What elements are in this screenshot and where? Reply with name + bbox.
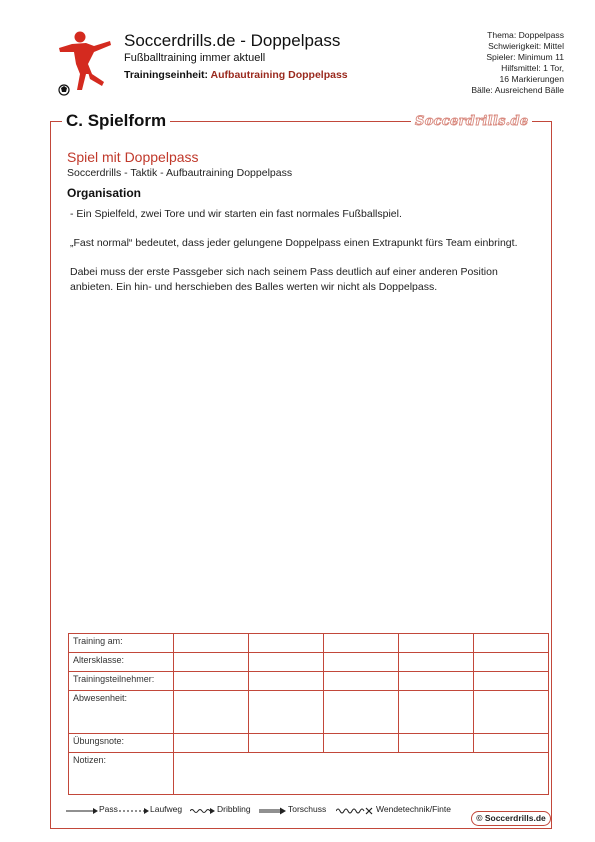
table-cell[interactable] <box>399 634 474 653</box>
table-cell[interactable] <box>249 691 324 734</box>
table-cell[interactable] <box>324 691 399 734</box>
table-cell[interactable] <box>474 634 549 653</box>
row-label-training-date: Training am: <box>69 634 174 653</box>
legend-technique: Wendetechnik/Finte <box>376 804 451 814</box>
table-cell[interactable] <box>249 653 324 672</box>
table-cell[interactable] <box>174 634 249 653</box>
table-row <box>69 634 549 653</box>
table-cell[interactable] <box>474 691 549 734</box>
table-row <box>69 653 549 672</box>
meta-markers: 16 Markierungen <box>499 74 564 85</box>
description-paragraph: - Ein Spielfeld, zwei Tore und wir starten ein fast normales Fußballspiel. <box>70 208 402 220</box>
shot-arrow-icon <box>259 807 287 815</box>
table-row <box>69 753 549 795</box>
table-cell[interactable] <box>324 634 399 653</box>
drill-title: Spiel mit Doppelpass <box>67 149 199 165</box>
legend-pass: Pass <box>99 804 118 814</box>
notes-cell[interactable] <box>174 753 549 795</box>
table-cell[interactable] <box>174 691 249 734</box>
technique-arrow-icon <box>336 807 374 815</box>
drill-meta <box>471 30 564 97</box>
table-cell[interactable] <box>249 734 324 753</box>
breadcrumb: Soccerdrills - Taktik - Aufbautraining Doppelpass <box>67 167 293 179</box>
table-cell[interactable] <box>474 653 549 672</box>
copyright-badge: © Soccerdrills.de <box>471 811 551 826</box>
row-label-exercise-grade: Übungsnote: <box>69 734 174 753</box>
soccer-player-logo <box>52 30 114 98</box>
row-label-notes: Notizen: <box>69 753 174 795</box>
meta-balls: Bälle: Ausreichend Bälle <box>471 85 564 96</box>
drill-description <box>70 207 540 309</box>
legend-run: Laufweg <box>150 804 183 814</box>
soccerdrills-stamp: Soccerdrills.de <box>411 114 532 129</box>
table-cell[interactable] <box>174 734 249 753</box>
table-row <box>69 691 549 734</box>
table-cell[interactable] <box>174 672 249 691</box>
dribbling-arrow-icon <box>190 807 216 815</box>
row-label-participants: Trainingsteilnehmer: <box>69 672 174 691</box>
training-record-table <box>68 633 549 795</box>
run-arrow-icon <box>119 807 149 815</box>
table-cell[interactable] <box>324 653 399 672</box>
meta-topic: Thema: Doppelpass <box>487 30 564 40</box>
table-cell[interactable] <box>399 691 474 734</box>
row-label-age-group: Altersklasse: <box>69 653 174 672</box>
legend-dribbling: Dribbling <box>217 804 251 814</box>
row-label-absence: Abwesenheit: <box>69 691 174 734</box>
table-cell[interactable] <box>474 734 549 753</box>
table-cell[interactable] <box>399 672 474 691</box>
organisation-heading: Organisation <box>67 186 142 200</box>
table-cell[interactable] <box>324 672 399 691</box>
site-title: Soccerdrills.de - Doppelpass <box>124 31 341 50</box>
description-paragraph: „Fast normal“ bedeutet, dass jeder gelungene Doppelpass einen Extrapunkt fürs Team einbringt. <box>70 237 518 249</box>
training-unit <box>124 69 348 81</box>
training-unit-label: Trainingseinheit: <box>124 69 209 81</box>
meta-equipment: Hilfsmittel: 1 Tor, <box>501 63 564 74</box>
table-cell[interactable] <box>474 672 549 691</box>
table-cell[interactable] <box>324 734 399 753</box>
section-title: C. Spielform <box>62 111 170 131</box>
table-row <box>69 672 549 691</box>
training-unit-value: Aufbautraining Doppelpass <box>210 69 348 81</box>
table-row <box>69 734 549 753</box>
meta-players: Spieler: Minimum 11 <box>486 52 564 63</box>
description-paragraph: Dabei muss der erste Passgeber sich nach seinem Pass deutlich auf einer anderen Position anbieten. Ein hin- und herschieben des Balles werten wir nicht als Doppelpass. <box>70 266 498 293</box>
table-cell[interactable] <box>249 672 324 691</box>
table-cell[interactable] <box>174 653 249 672</box>
legend-shot: Torschuss <box>288 804 327 814</box>
table-cell[interactable] <box>249 634 324 653</box>
tagline: Fußballtraining immer aktuell <box>124 52 266 64</box>
meta-difficulty: Schwierigkeit: Mittel <box>488 41 564 52</box>
pass-arrow-icon <box>66 807 98 815</box>
table-cell[interactable] <box>399 734 474 753</box>
table-cell[interactable] <box>399 653 474 672</box>
